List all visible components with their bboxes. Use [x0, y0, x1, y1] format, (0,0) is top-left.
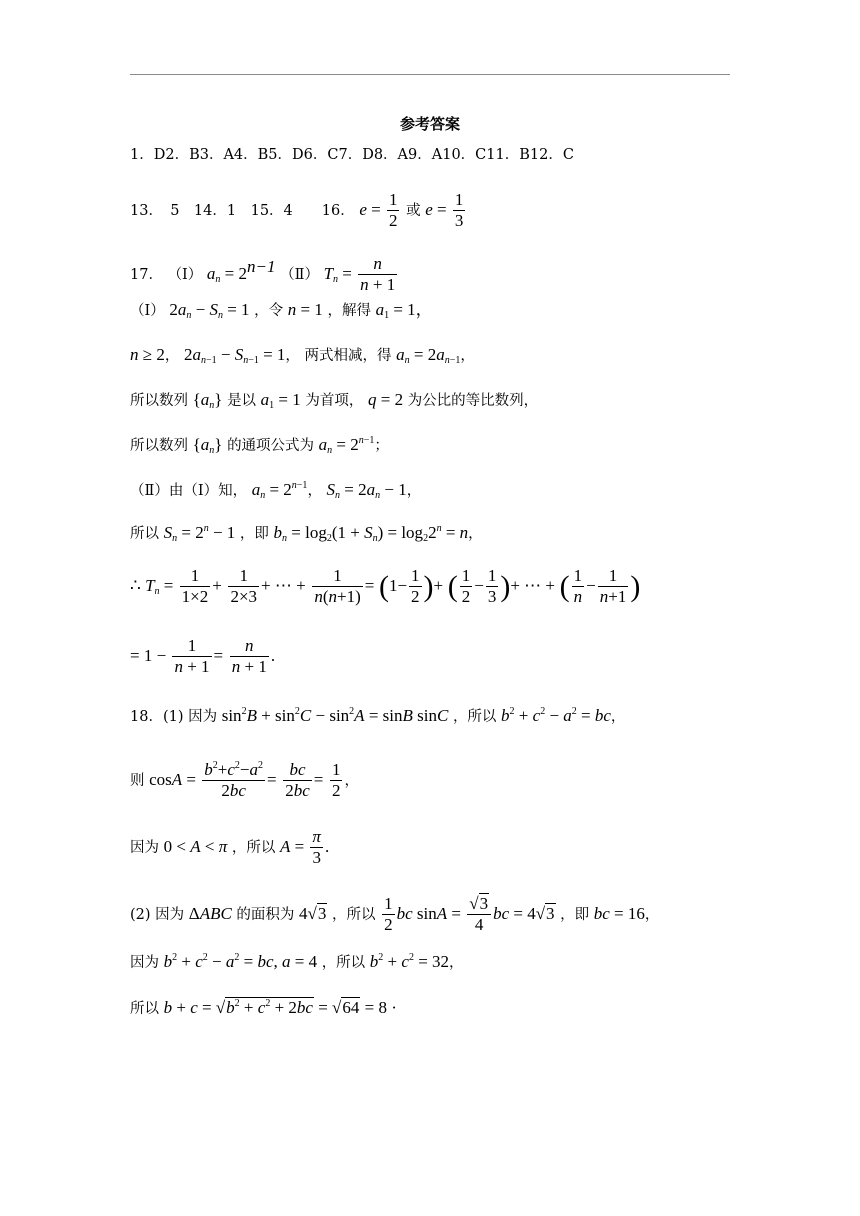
q17-line-5: （Ⅱ）由（Ⅰ）知， $a_n = 2^{n-1}$， $S_n = 2a_n - 1$， [130, 480, 422, 501]
q17-line-1: （Ⅰ） $2a_n - S_n = 1$ ，令 n = 1 ，解得 $a_1 = 1$， [130, 300, 433, 321]
fraction-one-third: $\frac{1}{3}$ [454, 190, 464, 231]
q17-line4-text-a: 所以数列 [130, 438, 188, 454]
q18-line4-b: 的面积为 [236, 906, 295, 923]
q18-line-1: 18．(1) 因为 $\sin^2B + \sin^2C - \sin^2A = \sin B$ sinC ，所以 $b^2 + c^2 - a^2$ = bc， [130, 706, 626, 725]
q17-line3-text-a: 所以数列 [130, 393, 188, 409]
q17-line6-text-a: 所以 [130, 526, 159, 542]
q18-line-4: (2) 因为 ΔABC 的面积为 4√3 ，所以 $\frac{1}{2}$ bc sinA = $\frac{√3}{4}$ bc = 4√3 ，即 bc = 16， [130, 894, 660, 935]
q18-line2-a: 则 [130, 772, 145, 789]
q18-line1-b: ，所以 [452, 709, 497, 725]
q17-line-6: 所以 $S_n = 2^n - 1$ ，即 $b_n = \log_2(1 + S_n) = \log_22^n = n$， [130, 523, 483, 544]
q17-line1-text-a: ，令 [254, 303, 284, 319]
answers-13-16: 13． 5 14．1 15．4 16． e = $\frac{1}{2}$ 或 e = $\frac{1}{3}$ [130, 190, 464, 231]
q18-line-3: 因为 0 < A < π ，所以 A = $\frac{\pi}{3}$ . [130, 827, 330, 868]
q18-line-2: 则 cosA = $\frac{b^2+c^2-a^2}{2bc}$ = $\frac{bc}{2bc}$ = $\frac{1}{2}$ ， [130, 760, 359, 801]
q18-line6-a: 所以 [130, 1001, 159, 1017]
q17-part2-label: （Ⅱ） [280, 266, 319, 283]
q17-line3-text-d: 为公比的等比数列， [407, 393, 539, 409]
q18-line5-a: 因为 [130, 955, 159, 971]
q17-line4-text-b: 的通项公式为 [227, 438, 315, 454]
q18-line3-b: ，所以 [231, 839, 276, 856]
q17-line-2: n ≥ 2， $2a_{n-1} - S_{n-1} = 1$， 两式相减，得 $a_n = 2a_{n-1}$， [130, 345, 475, 366]
q17-line-8: = 1 − $\frac{1}{n + 1}$ = $\frac{n}{n + 1}$ . [130, 636, 276, 677]
q17-line-4: 所以数列 $\{a_n\}$ 的通项公式为 $a_n = 2^{n-1}$； [130, 435, 389, 456]
fraction-one-half: $\frac{1}{2}$ [388, 190, 398, 231]
q18-line3-a: 因为 [130, 839, 159, 856]
q18-line4-d: ，即 [560, 906, 590, 923]
answers-13-16-prefix: 13． 5 14．1 15．4 16． [130, 202, 355, 219]
q18-line1-a: 18．(1) 因为 [130, 709, 218, 725]
q18-line-5: 因为 $b^2 + c^2 - a^2$ = bc, a = 4 ，所以 $b^2 + c^2 = 32$， [130, 952, 464, 971]
q17-line6-text-b: ，即 [239, 526, 269, 542]
q17-line5-text-a: （Ⅱ）由（Ⅰ）知， [130, 483, 248, 499]
q17-line1-text-b: ，解得 [327, 303, 371, 319]
answers-1-12: 1．D2．B3．A4．B5．D6．C7．D8．A9．A10．C11．B12．C [130, 147, 574, 163]
q17-line2-text-a: 两式相减，得 [304, 348, 392, 364]
q17-line-3: 所以数列 $\{a_n\}$ 是以 $a_1 = 1$ 为首项， q = 2 为公比的等比数列， [130, 390, 539, 411]
q18-line4-a: (2) 因为 [130, 906, 185, 923]
q17-line-7-sum: ∴ $T_n$ = $\frac{1}{1\times 2}$ + $\frac{1}{2\times 3}$ + ⋯ + $\frac{1}{n(n+1)}$ = (1− $\frac{1}{2}$ )+ ( $\frac{1}{2}$ − $\frac{1}{3}$ )+ ⋯ + ( $\frac{1}{n}$ − $\frac{1}{n+1}$ ) [130, 566, 641, 607]
q17-line3-text-b: 是以 [227, 393, 257, 409]
q17-part1-label: （Ⅰ） [167, 266, 203, 283]
q17-line3-text-c: 为首项， [305, 393, 364, 409]
q18-line4-c: ，所以 [331, 906, 376, 923]
q17-header: 17． （Ⅰ） $a_n = 2^{n-1}$ （Ⅱ） $T_n$ = $\frac{n}{n + 1}$ [130, 254, 396, 295]
answers-13-16-or: 或 [406, 202, 421, 219]
q18-line-6: 所以 $b + c = √b^2 + c^2 + 2bc = √64 = 8$ · [130, 998, 397, 1017]
q17-number: 17． [130, 266, 163, 283]
page-title: 参考答案 [399, 115, 460, 133]
fraction-n-over-n-plus-1: $\frac{n}{n + 1}$ [360, 254, 396, 295]
header-rule [130, 74, 730, 75]
q17-line1-label: （Ⅰ） [130, 303, 165, 319]
q18-line5-b: ，所以 [321, 955, 366, 971]
